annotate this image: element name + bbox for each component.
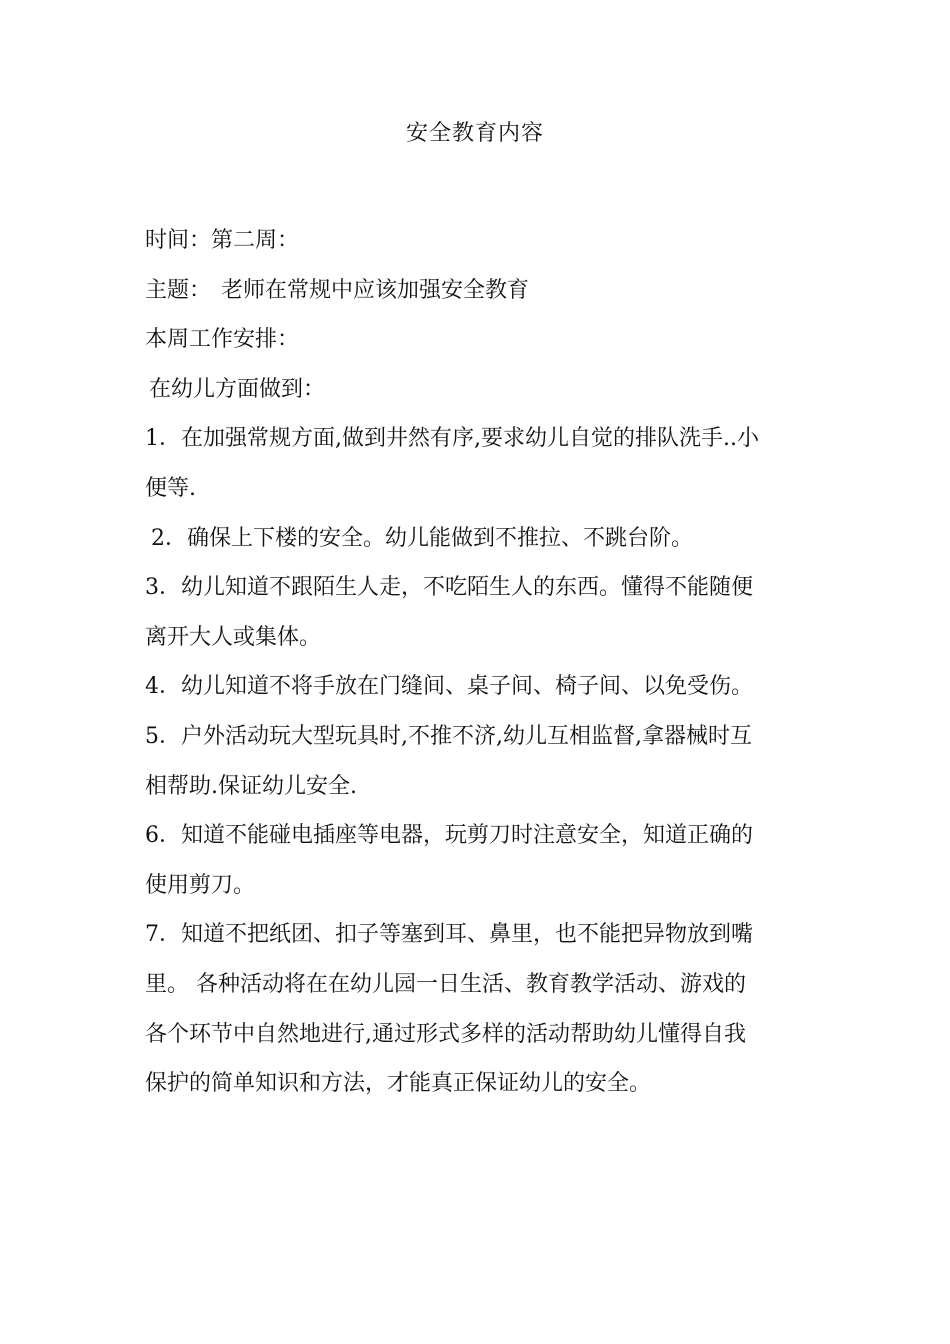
- list-item-text: 便等.: [145, 475, 196, 501]
- list-item-line: [145, 762, 817, 812]
- schedule-heading: 本周工作安排：: [145, 327, 300, 353]
- list-item-line: [145, 1010, 817, 1060]
- theme-line: [145, 266, 817, 316]
- list-item-text: 知道不把纸团、扣子等塞到耳、鼻里，也不能把异物放到嘴: [181, 922, 754, 948]
- list-item-text: 幼儿知道不跟陌生人走，不吃陌生人的东西。懂得不能随便: [181, 575, 754, 601]
- list-item-text: 户外活动玩大型玩具时,不推不济,幼儿互相监督,拿器械时互: [181, 723, 752, 749]
- list-item-number: 2．: [151, 525, 187, 551]
- document-title: 安全教育内容: [405, 121, 544, 146]
- list-item-line: [145, 613, 817, 663]
- list-item-line: [145, 811, 817, 861]
- theme-value: 老师在常规中应该加强安全教育: [221, 277, 530, 303]
- list-item-line: [145, 861, 817, 911]
- list-item-text: 幼儿知道不将手放在门缝间、桌子间、椅子间、以免受伤。: [181, 674, 754, 700]
- list-item-text: 相帮助.保证幼儿安全.: [145, 773, 357, 799]
- list-item-line: [145, 1059, 817, 1109]
- document-body: [145, 216, 817, 1109]
- list-item-line: [145, 712, 817, 762]
- list-item-text: 里。 各种活动将在在幼儿园一日生活、教育教学活动、游戏的: [145, 971, 746, 997]
- list-item-line: [145, 910, 817, 960]
- list-item-text: 确保上下楼的安全。幼儿能做到不推拉、不跳台阶。: [187, 525, 694, 551]
- list-item-number: 1．: [145, 426, 181, 452]
- theme-label: 主题：: [145, 277, 212, 303]
- list-item-number: 7．: [145, 922, 181, 948]
- list-item-number: 6．: [145, 823, 181, 849]
- time-value: 第二周：: [211, 228, 300, 253]
- time-line: [145, 216, 817, 266]
- list-item-text: 知道不能碰电插座等电器，玩剪刀时注意安全，知道正确的: [181, 823, 754, 849]
- list-item-text: 在加强常规方面,做到井然有序,要求幼儿自觉的排队洗手..小: [181, 426, 759, 452]
- list-item-number: 4．: [145, 674, 181, 700]
- item-list: [145, 414, 817, 1108]
- list-item-text: 离开大人或集体。: [145, 624, 322, 650]
- list-item-line: [145, 514, 817, 564]
- list-item-line: [145, 464, 817, 514]
- list-item-text: 使用剪刀。: [145, 872, 256, 898]
- list-item-text: 各个环节中自然地进行,通过形式多样的活动帮助幼儿懂得自我: [145, 1021, 746, 1047]
- list-item-line: [145, 662, 817, 712]
- list-item-number: 5．: [145, 723, 181, 749]
- children-intro: 在幼儿方面做到：: [149, 376, 326, 402]
- list-item-text: 保护的简单知识和方法，才能真正保证幼儿的安全。: [145, 1071, 652, 1097]
- list-item-number: 3．: [145, 575, 181, 601]
- list-item-line: [145, 960, 817, 1010]
- list-item-line: [145, 414, 817, 464]
- list-item-line: [145, 563, 817, 613]
- time-label: 时间：: [145, 228, 212, 253]
